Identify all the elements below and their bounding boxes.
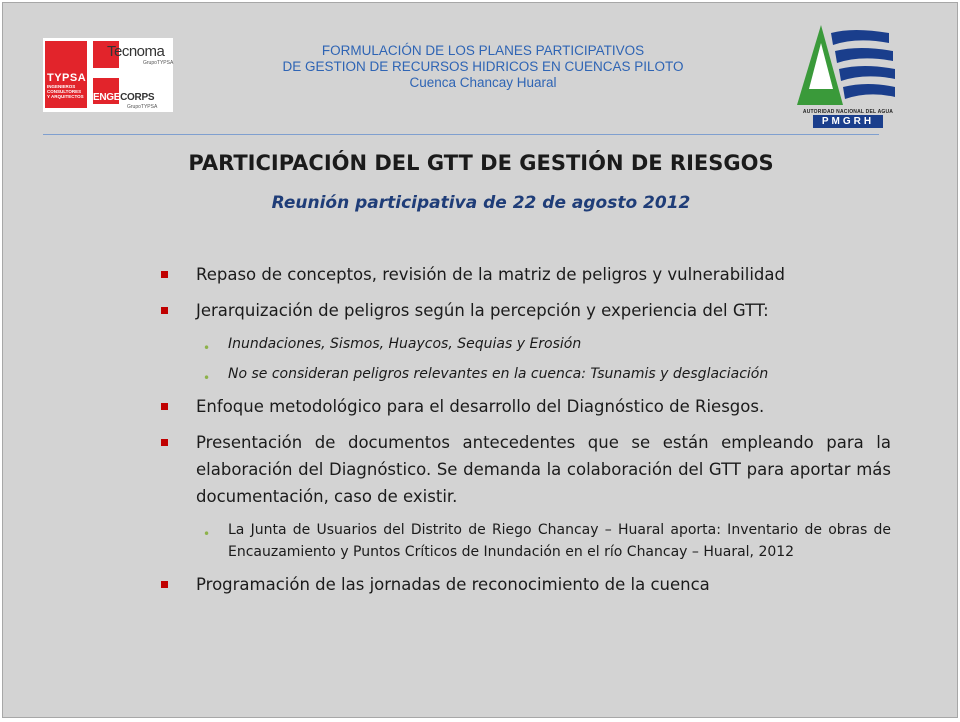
- header-divider: [43, 134, 879, 135]
- sub-list-item: • La Junta de Usuarios del Distrito de Riego Chancay – Huaral aporta: Inventario de obras de Encauzamiento y Puntos Críticos de Inundación en el río Chancay – Huaral, 2012: [203, 522, 891, 560]
- bullet-dot-icon: •: [203, 371, 211, 385]
- typsa-name: TYPSA: [47, 72, 87, 84]
- consortium-logo: [43, 38, 173, 112]
- header-line-1: FORMULACIÓN DE LOS PLANES PARTICIPATIVOS: [321, 43, 645, 58]
- typsa-tagline: INGENIEROS CONSULTORES Y ARQUITECTOS: [47, 84, 84, 99]
- engecorps-group: GrupoTYPSA: [127, 104, 158, 110]
- list-item: Enfoque metodológico para el desarrollo del Diagnóstico de Riesgos.: [159, 393, 891, 420]
- agenda-list: [159, 261, 891, 607]
- bullet-square-icon: [161, 581, 168, 588]
- slide: [2, 2, 958, 718]
- ana-name: AUTORIDAD NACIONAL DEL AGUA: [802, 109, 894, 115]
- sub-list-item: • Inundaciones, Sismos, Huaycos, Sequias y Erosión: [159, 333, 891, 355]
- bullet-dot-icon: •: [203, 527, 211, 541]
- bullet-square-icon: [161, 307, 168, 314]
- list-item: Presentación de documentos antecedentes que se están empleando para la elaboración del Diagnóstico. Se demanda la colaboración del GTT para aportar más documentación, caso de existir.: [159, 429, 891, 510]
- typsa-logo: [45, 72, 87, 108]
- pmgrh-label: PMGRH: [813, 115, 883, 128]
- project-header: [203, 43, 763, 91]
- sub-list-item: • No se consideran peligros relevantes en la cuenca: Tsunamis y desglaciación: [159, 363, 891, 385]
- slide-subtitle: Reunión participativa de 22 de agosto 2012: [271, 193, 691, 213]
- ana-emblem-icon: [793, 23, 903, 111]
- bullet-square-icon: [161, 271, 168, 278]
- typsa-logo-block: [45, 41, 87, 75]
- list-item: Programación de las jornadas de reconocimiento de la cuenca: [159, 571, 891, 598]
- slide-title: PARTICIPACIÓN DEL GTT DE GESTIÓN DE RIESGOS: [188, 151, 774, 175]
- engecorps-name: ENGECORPS: [93, 92, 155, 103]
- header-line-2: DE GESTION DE RECURSOS HIDRICOS EN CUENCAS PILOTO: [282, 59, 684, 74]
- header-line-3: Cuenca Chancay Huaral: [409, 75, 557, 90]
- list-item: Jerarquización de peligros según la percepción y experiencia del GTT:: [159, 297, 891, 324]
- bullet-square-icon: [161, 439, 168, 446]
- bullet-dot-icon: •: [203, 341, 211, 355]
- list-item: Repaso de conceptos, revisión de la matriz de peligros y vulnerabilidad: [159, 261, 891, 288]
- tecnoma-group: GrupoTYPSA: [143, 60, 174, 66]
- tecnoma-name: Tecnoma: [107, 43, 165, 60]
- bullet-square-icon: [161, 403, 168, 410]
- ana-pmgrh-logo: [793, 23, 903, 131]
